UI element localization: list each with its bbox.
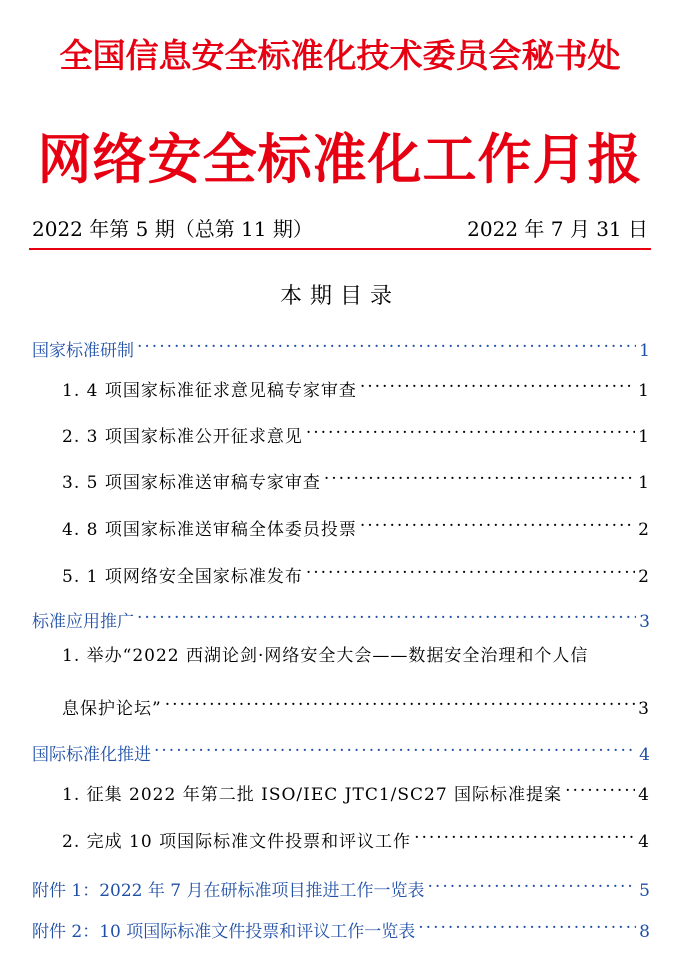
toc-page: 8 — [639, 922, 650, 942]
toc-section-international[interactable] — [32, 732, 650, 765]
toc-leader — [306, 414, 635, 442]
toc-label: 2. 完成 10 项国际标准文件投票和评议工作 — [62, 832, 412, 852]
toc-section-national-standards[interactable] — [32, 328, 650, 361]
toc-label: 附件 1：2022 年 7 月在研标准项目推进工作一览表 — [32, 881, 425, 901]
toc-attachment-2[interactable] — [32, 909, 650, 942]
toc-leader — [360, 507, 635, 535]
toc-leader — [565, 772, 635, 800]
toc-page: 4 — [638, 832, 650, 852]
toc-page: 3 — [638, 699, 650, 719]
toc-item[interactable] — [62, 507, 650, 540]
organization-title: 全国信息安全标准化技术委员会秘书处 — [59, 36, 621, 75]
toc-leader — [360, 368, 635, 396]
toc-page: 1 — [638, 427, 650, 447]
toc-label: 3. 5 项国家标准送审稿专家审查 — [62, 473, 321, 493]
issue-number: 2022 年第 5 期（总第 11 期） — [32, 217, 313, 241]
toc-item-line2[interactable] — [62, 686, 650, 719]
toc-label: 标准应用推广 — [32, 612, 134, 632]
toc-page: 5 — [639, 881, 650, 901]
toc-label: 1. 4 项国家标准征求意见稿专家审查 — [62, 381, 357, 401]
toc-label: 5. 1 项网络安全国家标准发布 — [62, 567, 303, 587]
toc-page: 1 — [638, 381, 650, 401]
toc-leader — [428, 868, 637, 896]
toc-label: 息保护论坛” — [62, 699, 162, 719]
issue-date: 2022 年 7 月 31 日 — [467, 217, 648, 241]
toc-leader — [306, 554, 635, 582]
toc-item[interactable] — [62, 460, 650, 493]
toc-page: 1 — [638, 473, 650, 493]
toc-item[interactable] — [62, 368, 650, 401]
toc-section-standard-promotion[interactable] — [32, 599, 650, 632]
toc-label: 国际标准化推进 — [32, 745, 151, 765]
toc-title: 本期目录 — [279, 284, 400, 309]
toc-item[interactable] — [62, 554, 650, 587]
toc-page: 2 — [638, 567, 650, 587]
toc-attachment-1[interactable] — [32, 868, 650, 901]
toc-label: 附件 2：10 项国际标准文件投票和评议工作一览表 — [32, 922, 416, 942]
toc-label: 国家标准研制 — [32, 341, 134, 361]
masthead-title: 网络安全标准化工作月报 — [37, 127, 643, 191]
toc-page: 4 — [638, 785, 650, 805]
toc-leader — [414, 819, 635, 847]
toc-leader — [137, 328, 636, 356]
toc-item-line1[interactable]: 1. 举办“2022 西湖论剑·网络安全大会——数据安全治理和个人信 — [62, 646, 589, 666]
toc-item[interactable] — [62, 414, 650, 447]
toc-leader — [165, 686, 635, 714]
toc-item[interactable] — [62, 772, 650, 805]
header-divider — [29, 248, 651, 250]
toc-leader — [324, 460, 635, 488]
toc-page: 1 — [639, 341, 650, 361]
toc-label: 1. 征集 2022 年第二批 ISO/IEC JTC1/SC27 国际标准提案 — [62, 785, 563, 805]
toc-leader — [418, 909, 636, 937]
toc-label: 4. 8 项国家标准送审稿全体委员投票 — [62, 520, 357, 540]
toc-leader — [154, 732, 636, 760]
toc-page: 3 — [639, 612, 650, 632]
toc-label: 2. 3 项国家标准公开征求意见 — [62, 427, 303, 447]
issue-line — [32, 214, 648, 244]
toc-page: 4 — [639, 745, 650, 765]
toc-page: 2 — [638, 520, 650, 540]
toc-leader — [137, 599, 636, 627]
toc-item[interactable] — [62, 819, 650, 852]
